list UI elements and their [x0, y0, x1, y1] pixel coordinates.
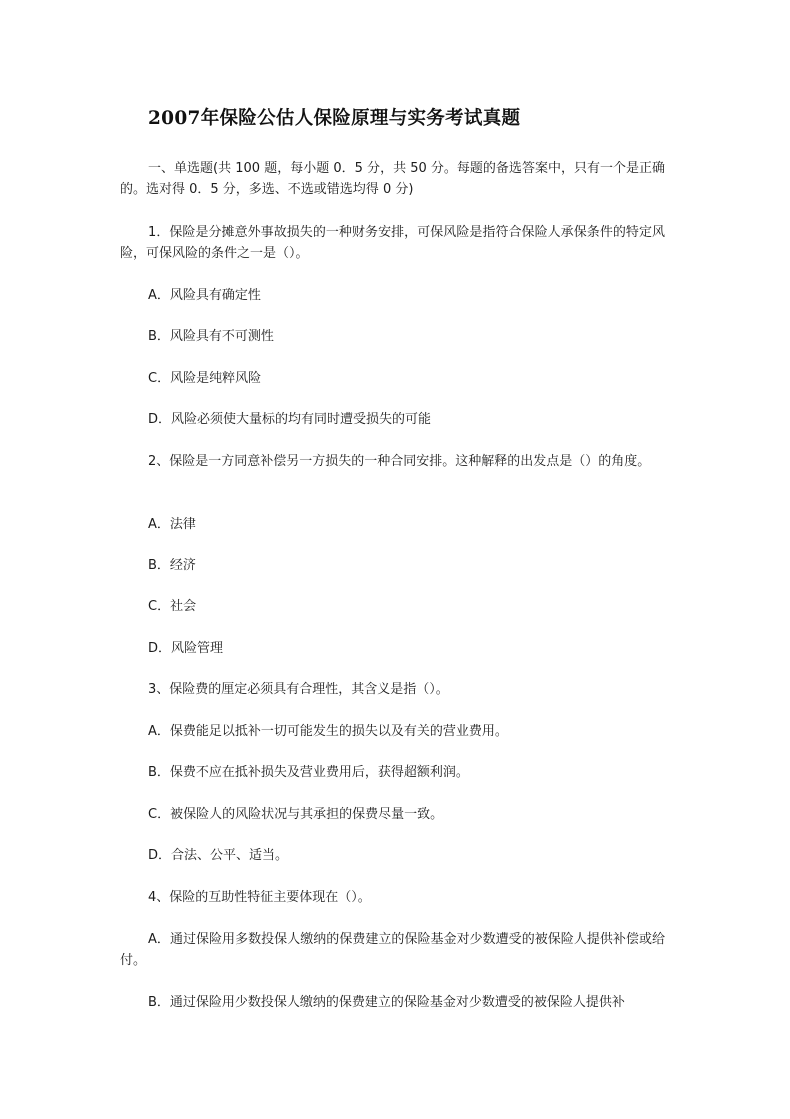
question-2-option-c: C．社会 [148, 599, 197, 614]
question-2-option-d: D．风险管理 [148, 641, 224, 656]
question-2-option-a: A．法律 [148, 517, 196, 532]
page-title: 2007年保险公估人保险原理与实务考试真题 [148, 108, 521, 129]
question-3-option-b: B．保费不应在抵补损失及营业费用后，获得超额利润。 [148, 765, 469, 780]
question-1-option-c: C．风险是纯粹风险 [148, 371, 262, 386]
question-4-option-b: B．通过保险用少数投保人缴纳的保费建立的保险基金对少数遭受的被保险人提供补 [148, 995, 625, 1010]
question-stem-2: 2、保险是一方同意补偿另一方损失的一种合同安排。这种解释的出发点是（）的角度。 [148, 454, 651, 469]
question-1-option-d: D．风险必须使大量标的均有同时遭受损失的可能 [148, 412, 432, 427]
question-stem-3: 3、保险费的厘定必须具有合理性，其含义是指（）。 [148, 682, 449, 697]
question-2-option-b: B．经济 [148, 558, 196, 573]
question-3-option-c: C．被保险人的风险状况与其承担的保费尽量一致。 [148, 807, 444, 822]
question-1-option-a: A．风险具有确定性 [148, 288, 261, 303]
question-stem-4: 4、保险的互助性特征主要体现在（）。 [148, 890, 371, 905]
question-stem-1: 1．保险是分摊意外事故损失的一种财务安排，可保风险是指符合保险人承保条件的特定风险，可保风险的条件之一是（）。 [120, 225, 665, 261]
question-3-option-d: D．合法、公平、适当。 [148, 848, 289, 863]
question-3-option-a: A．保费能足以抵补一切可能发生的损失以及有关的营业费用。 [148, 724, 508, 739]
question-4-option-a: A．通过保险用多数投保人缴纳的保费建立的保险基金对少数遭受的被保险人提供补偿或给付。 [120, 932, 665, 968]
question-1-option-b: B．风险具有不可测性 [148, 329, 274, 344]
section-intro: 一、单选题(共 100 题，每小题 0．5 分，共 50 分。每题的备选答案中，只有一个是正确的。选对得 0．5 分，多选、不选或错选均得 0 分) [120, 161, 665, 197]
